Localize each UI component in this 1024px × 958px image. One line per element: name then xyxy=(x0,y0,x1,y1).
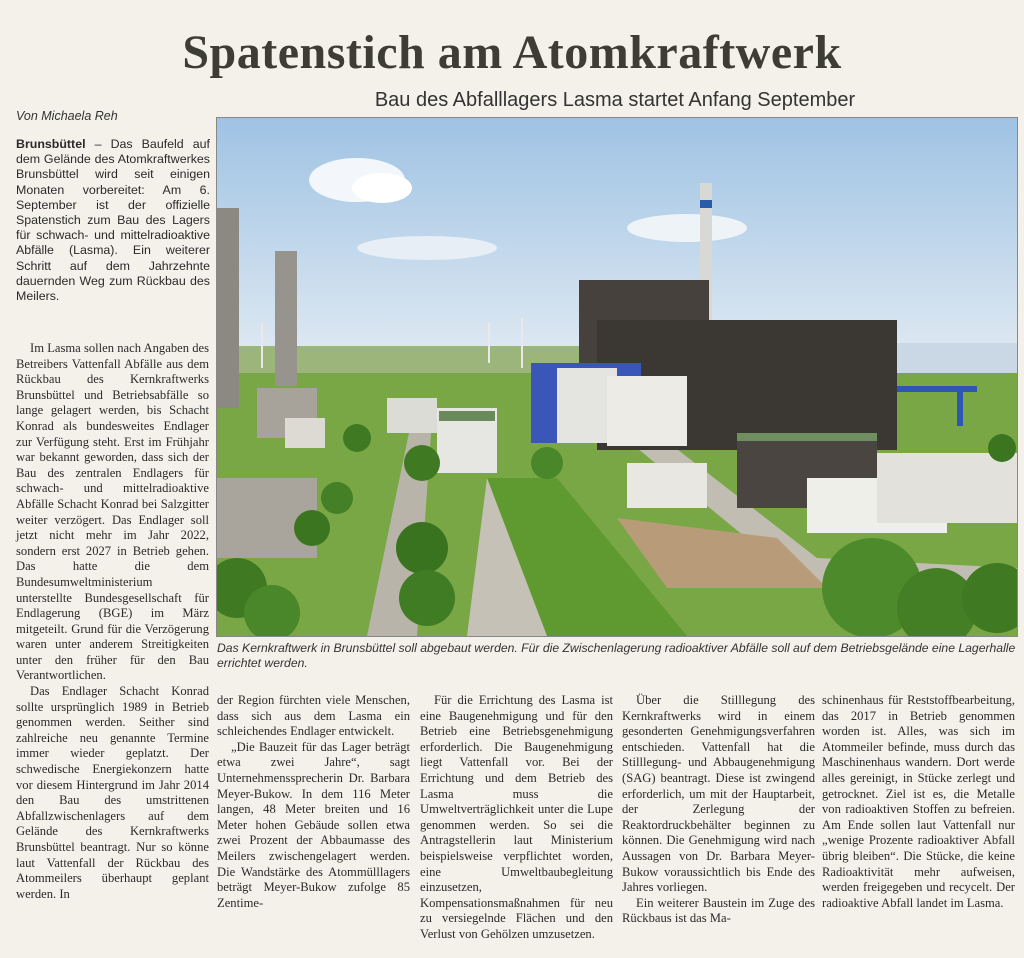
subheadline: Bau des Abfalllagers Lasma startet Anfang September xyxy=(374,89,856,111)
news-photo-power-plant xyxy=(216,117,1018,637)
lead-paragraph xyxy=(16,137,210,304)
photo-caption: Das Kernkraftwerk in Brunsbüttel soll abgebaut werden. Für die Zwischenlagerung radioaktiver Abfälle soll auf dem Betriebsgelände eine Lagerhalle errichtet werden. xyxy=(217,641,1016,670)
article-column-5 xyxy=(822,693,1015,911)
paragraph: Über die Stilllegung des Kernkraftwerks wird in einem gesonderten Genehmigungsverfahren entschieden. Vattenfall hat die Stilllegung- und Abbaugenehmigung (SAG) beantragt. Diese ist zwingend erforderlich, um mit der Hauptarbeit, der Zerlegung der Reaktordruckbehälter beginnen zu können. Die Genehmigung wird nach Aussagen von Dr. Barbara Meyer-Bukow voraussichtlich bis Ende des Jahres vorliegen. xyxy=(622,693,815,895)
dateline: Brunsbüttel xyxy=(16,137,86,151)
article-column-4 xyxy=(622,693,815,927)
paragraph: Im Lasma sollen nach Angaben des Betreibers Vattenfall Abfälle aus dem Rückbau des Kernkraftwerks Brunsbüttel und Betriebsabfälle so lange gelagert werden, bis Schacht Konrad als bundesweites Endlager zur Verfügung steht. Erst im Frühjahr war bekannt geworden, dass sich der Bau des zentralen Endlagers für schwach- und mittelradioaktive Abfälle Schacht Konrad bei Salzgitter weiter verzögert. Das Endlager soll jetzt nicht mehr im Jahr 2022, sondern erst 2027 in Betrieb gehen. Das hatte die dem Bundesumweltministerium unterstellte Bundesgesellschaft für Endlagerung (BGE) im März mitgeteilt. Grund für die Verzögerung waren unter anderem Streitigkeiten unter den früher für den Bau Verantwortlichen. xyxy=(16,341,209,683)
article-column-3 xyxy=(420,693,613,943)
paragraph: schinenhaus für Reststoffbearbeitung, das 2017 in Betrieb genommen worden ist. Alles, was sich im Atommeiler befinde, muss durch das Maschinenhaus wandern. Dort werde alles gereinigt, in Stücke zerlegt und getrocknet. Ziel ist es, die Metalle von radioaktiven Stoffen zu befreien. Am Ende sollen laut Vattenfall nur „wenige Prozente radioaktiver Abfall übrig bleiben“. Die Stücke, die keine Radioaktivität mehr aufweisen, werden freigegeben und recycelt. Der radioaktive Abfall landet im Lasma. xyxy=(822,693,1015,910)
paragraph: Ein weiterer Baustein im Zuge des Rückbaus ist das Ma- xyxy=(622,895,815,926)
lead-text: – Das Baufeld auf dem Gelände des Atomkraftwerkes Brunsbüttel wird seit einigen Monaten vorbereitet: Am 6. September ist der offizielle Spatenstich zum Bau des Lagers für schwach- und mittelradioaktive Abfälle (Lasma). Ein weiterer Schritt auf dem Jahrzehnte dauernden Weg zum Rückbau des Meilers. xyxy=(16,137,210,304)
headline: Spatenstich am Atomkraftwerk xyxy=(182,26,842,79)
photo-illustration xyxy=(217,118,1017,636)
byline: Von Michaela Reh xyxy=(16,109,118,123)
paragraph: Das Endlager Schacht Konrad sollte ursprünglich 1989 in Betrieb genommen werden. Seither sind zahlreiche neu genannte Termine immer wieder geplatzt. Der schwedische Energiekonzern hatte vor diesem Hintergrund im Jahr 2014 den Bau des umstrittenen Abfallzwischenlagers auf dem Gelände des Kernkraftwerks Brunsbüttel beantragt. Nur so könne laut Vattenfall der Rückbau des Atommeilers überhaupt geplant werden. In xyxy=(16,684,209,901)
paragraph: „Die Bauzeit für das Lager beträgt etwa zwei Jahre“, sagt Unternehmenssprecherin Dr. Barbara Meyer-Bukow. In dem 116 Meter langen, 48 Meter breiten und 16 Meter hohen Gebäude sollen etwa zwei Prozent der Abbaumasse des Meilers zwischengelagert werden. Die Wandstärke des Atommülllagers beträgt Meyer-Bukow zufolge 85 Zentime- xyxy=(217,739,410,910)
paragraph: Für die Errichtung des Lasma ist eine Baugenehmigung und für den Betrieb eine Betriebsgenehmigung erforderlich. Die Baugenehmigung liegt Vattenfall vor. Bei der Errichtung und dem Betrieb des Lasma muss die Umweltverträglichkeit unter die Lupe genommen werden. So sei die Antragstellerin laut Ministerium beispielsweise verpflichtet worden, eine Umweltbaubegleitung einzusetzen, Kompensationsmaßnahmen für neu zu versiegelnde Flächen und den Verlust von Gehölzen umzusetzen. xyxy=(420,693,613,941)
article-column-2 xyxy=(217,693,410,911)
article-column-1 xyxy=(16,341,209,902)
paragraph: der Region fürchten viele Menschen, dass sich aus dem Lasma ein schleichendes Endlager entwickelt. xyxy=(217,693,410,739)
